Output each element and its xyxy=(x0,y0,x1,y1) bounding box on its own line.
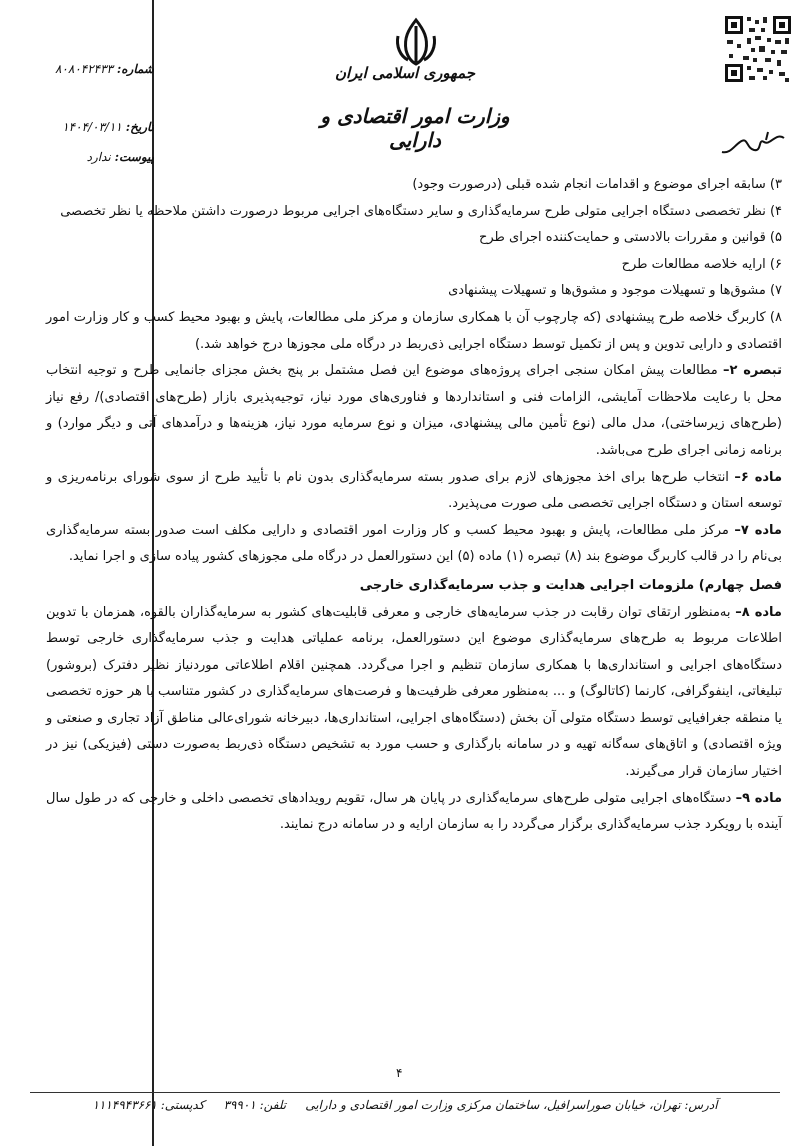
letter-date-value: ۱۴۰۴/۰۳/۱۱ xyxy=(62,120,122,134)
list-item: ۳) سابقه اجرای موضوع و اقدامات انجام شده قبلی (درصورت وجود) xyxy=(412,177,782,192)
article-text: مرکز ملی مطالعات، پایش و بهبود محیط کسب و کار وزارت امور اقتصادی و دارایی مکلف است صدور بسته سرمایه‌گذاری بی‌نام را در قالب کاربرگ موضوع بند (۸) تبصره (۱) ماده (۵) این دستورالعمل در درگاه ملی مجوزهای کشور پیاده سازی و اجرا نماید. xyxy=(46,522,782,565)
article-text: انتخاب طرح‌ها برای اخذ مجوزهای لازم برای صدور بسته سرمایه‌گذاری بدون نام با تأیید طرح از سوی شورای برنامه‌ریزی و توسعه استان و دستگاه اجرایی تخصصی ملی صورت می‌پذیرد. xyxy=(46,469,782,512)
article-lead: ماده ۹– xyxy=(735,790,782,806)
emblem-icon xyxy=(390,16,442,68)
article-lead: ماده ۶– xyxy=(734,469,782,485)
footer-phone: تلفن: ۳۹۹۰۱ xyxy=(223,1098,287,1112)
article-paragraph xyxy=(46,786,782,839)
article-paragraph xyxy=(46,358,782,464)
article-text: مطالعات پیش امکان سنجی اجرای پروژه‌های موضوع این فصل مشتمل بر پنج بخش مجزای جانمایی طرح و توجیه انتخاب محل با رعایت ملاحظات آمایشی، الزامات فنی و استانداردها و فناوری‌های مورد نیاز، توجیه‌پذیری بازار (طرح‌های اقتصادی)/ رفع نیاز (طرح‌های زیرساختی)، مدل مالی (نوع تأمین مالی پیشنهادی، میزان و نوع سرمایه مورد نیاز، هزینه‌ها و درآمدهای آتی و دیگر موارد) و برنامه زمانی اجرای طرح می‌باشد. xyxy=(46,363,782,458)
article-paragraph xyxy=(46,518,782,571)
footer-divider xyxy=(30,1092,780,1093)
list-item: ۶) ارایه خلاصه مطالعات طرح xyxy=(621,256,782,272)
letter-number-value: ۸۰۸۰۴۲۴۳۳ xyxy=(54,62,113,76)
list-item: ۸) کاربرگ خلاصه طرح پیشنهادی (که چارچوب آن با همکاری سازمان و مرکز ملی مطالعات، پایش و بهبود محیط کسب و کار وزارت امور اقتصادی و دارایی تدوین و پس از تکمیل توسط دستگاه اجرایی ذی‌ربط در درگاه ملی مجوزها درج خواهد شد.) xyxy=(46,309,782,352)
footer-address: آدرس: تهران، خیابان صوراسرافیل، ساختمان مرکزی وزارت امور اقتصادی و دارایی xyxy=(305,1098,718,1112)
republic-title: جمهوری اسلامی ایران xyxy=(334,64,476,82)
ministry-title: وزارت امور اقتصادی و دارایی xyxy=(320,104,510,152)
footer xyxy=(20,1098,790,1112)
letter-number xyxy=(8,62,154,76)
letter-number-label: شماره: xyxy=(116,62,154,76)
letter-attachment-value: ندارد xyxy=(86,150,111,164)
letter-date-label: تاریخ: xyxy=(125,120,154,134)
letter-attachment-label: پیوست: xyxy=(114,150,154,164)
letter-date xyxy=(8,120,154,134)
qr-code-icon xyxy=(723,14,793,84)
page-number: ۴ xyxy=(396,1066,403,1080)
list-item: ۷) مشوق‌ها و تسهیلات موجود و مشوق‌ها و تسهیلات پیشنهادی xyxy=(448,283,782,299)
footer-postal-code: کدپستی: ۱۱۱۴۹۴۳۶۶۱ xyxy=(92,1098,205,1112)
section-heading: فصل چهارم) ملزومات اجرایی هدایت و جذب سرمایه‌گذاری خارجی xyxy=(359,577,782,593)
article-lead: ماده ۷– xyxy=(734,522,782,538)
handwritten-signature xyxy=(718,128,788,160)
article-lead: ماده ۸– xyxy=(735,604,782,620)
article-paragraph xyxy=(46,600,782,786)
document-body xyxy=(46,172,782,839)
letter-attachment xyxy=(8,150,154,164)
article-paragraph xyxy=(46,465,782,518)
article-text: دستگاه‌های اجرایی متولی طرح‌های سرمایه‌گذاری در پایان هر سال، تقویم رویدادهای تخصصی داخلی و خارجی که در طول سال آینده با رویکرد جذب سرمایه‌گذاری برگزار می‌گردد را به سازمان ارایه و در سامانه درج نمایند. xyxy=(46,790,782,833)
list-item: ۵) قوانین و مقررات بالادستی و حمایت‌کننده اجرای طرح xyxy=(478,230,782,246)
article-text: به‌منظور ارتقای توان رقابت در جذب سرمایه‌های خارجی و معرفی قابلیت‌های کشور به سرمایه‌گذاران بالقوه، همزمان با تدوین اطلاعات مربوط به طرح‌های سرمایه‌گذاری موضوع این دستورالعمل، برنامه عملیاتی هدایت و جذب سرمایه‌گذاری خارجی توسط دستگاه‌های اجرایی و استانداری‌ها با همکاری سازمان تنظیم و اجرا می‌گردد. همچنین اقلام اطلاعاتی موردنیاز نظیر دفترک (بروشور) تبلیغاتی، اینفوگرافی، کارنما (کاتالوگ) و ... به‌منظور معرفی ظرفیت‌ها و فرصت‌های سرمایه‌گذاری در کشور متناسب با هر حوزه تخصصی یا منطقه جغرافیایی توسط دستگاه متولی آن بخش (دستگاه‌های اجرایی، استانداری‌ها، دبیرخانه شورای‌عالی مناطق آزاد تجاری و صنعتی و ویژه اقتصادی) و اتاق‌های سه‌گانه تهیه و در سامانه بارگذاری و حسب مورد به تشخیص دستگاه ذی‌ربط به‌صورت دستی (فیزیکی) نیز در اختیار سازمان قرار می‌گیرند. xyxy=(46,604,782,780)
article-lead: تبصره ۲– xyxy=(723,363,782,379)
list-item: ۴) نظر تخصصی دستگاه اجرایی متولی طرح سرمایه‌گذاری و سایر دستگاه‌های اجرایی مربوط درصورت داشتن ملاحظه یا نظر تخصصی xyxy=(60,203,782,219)
